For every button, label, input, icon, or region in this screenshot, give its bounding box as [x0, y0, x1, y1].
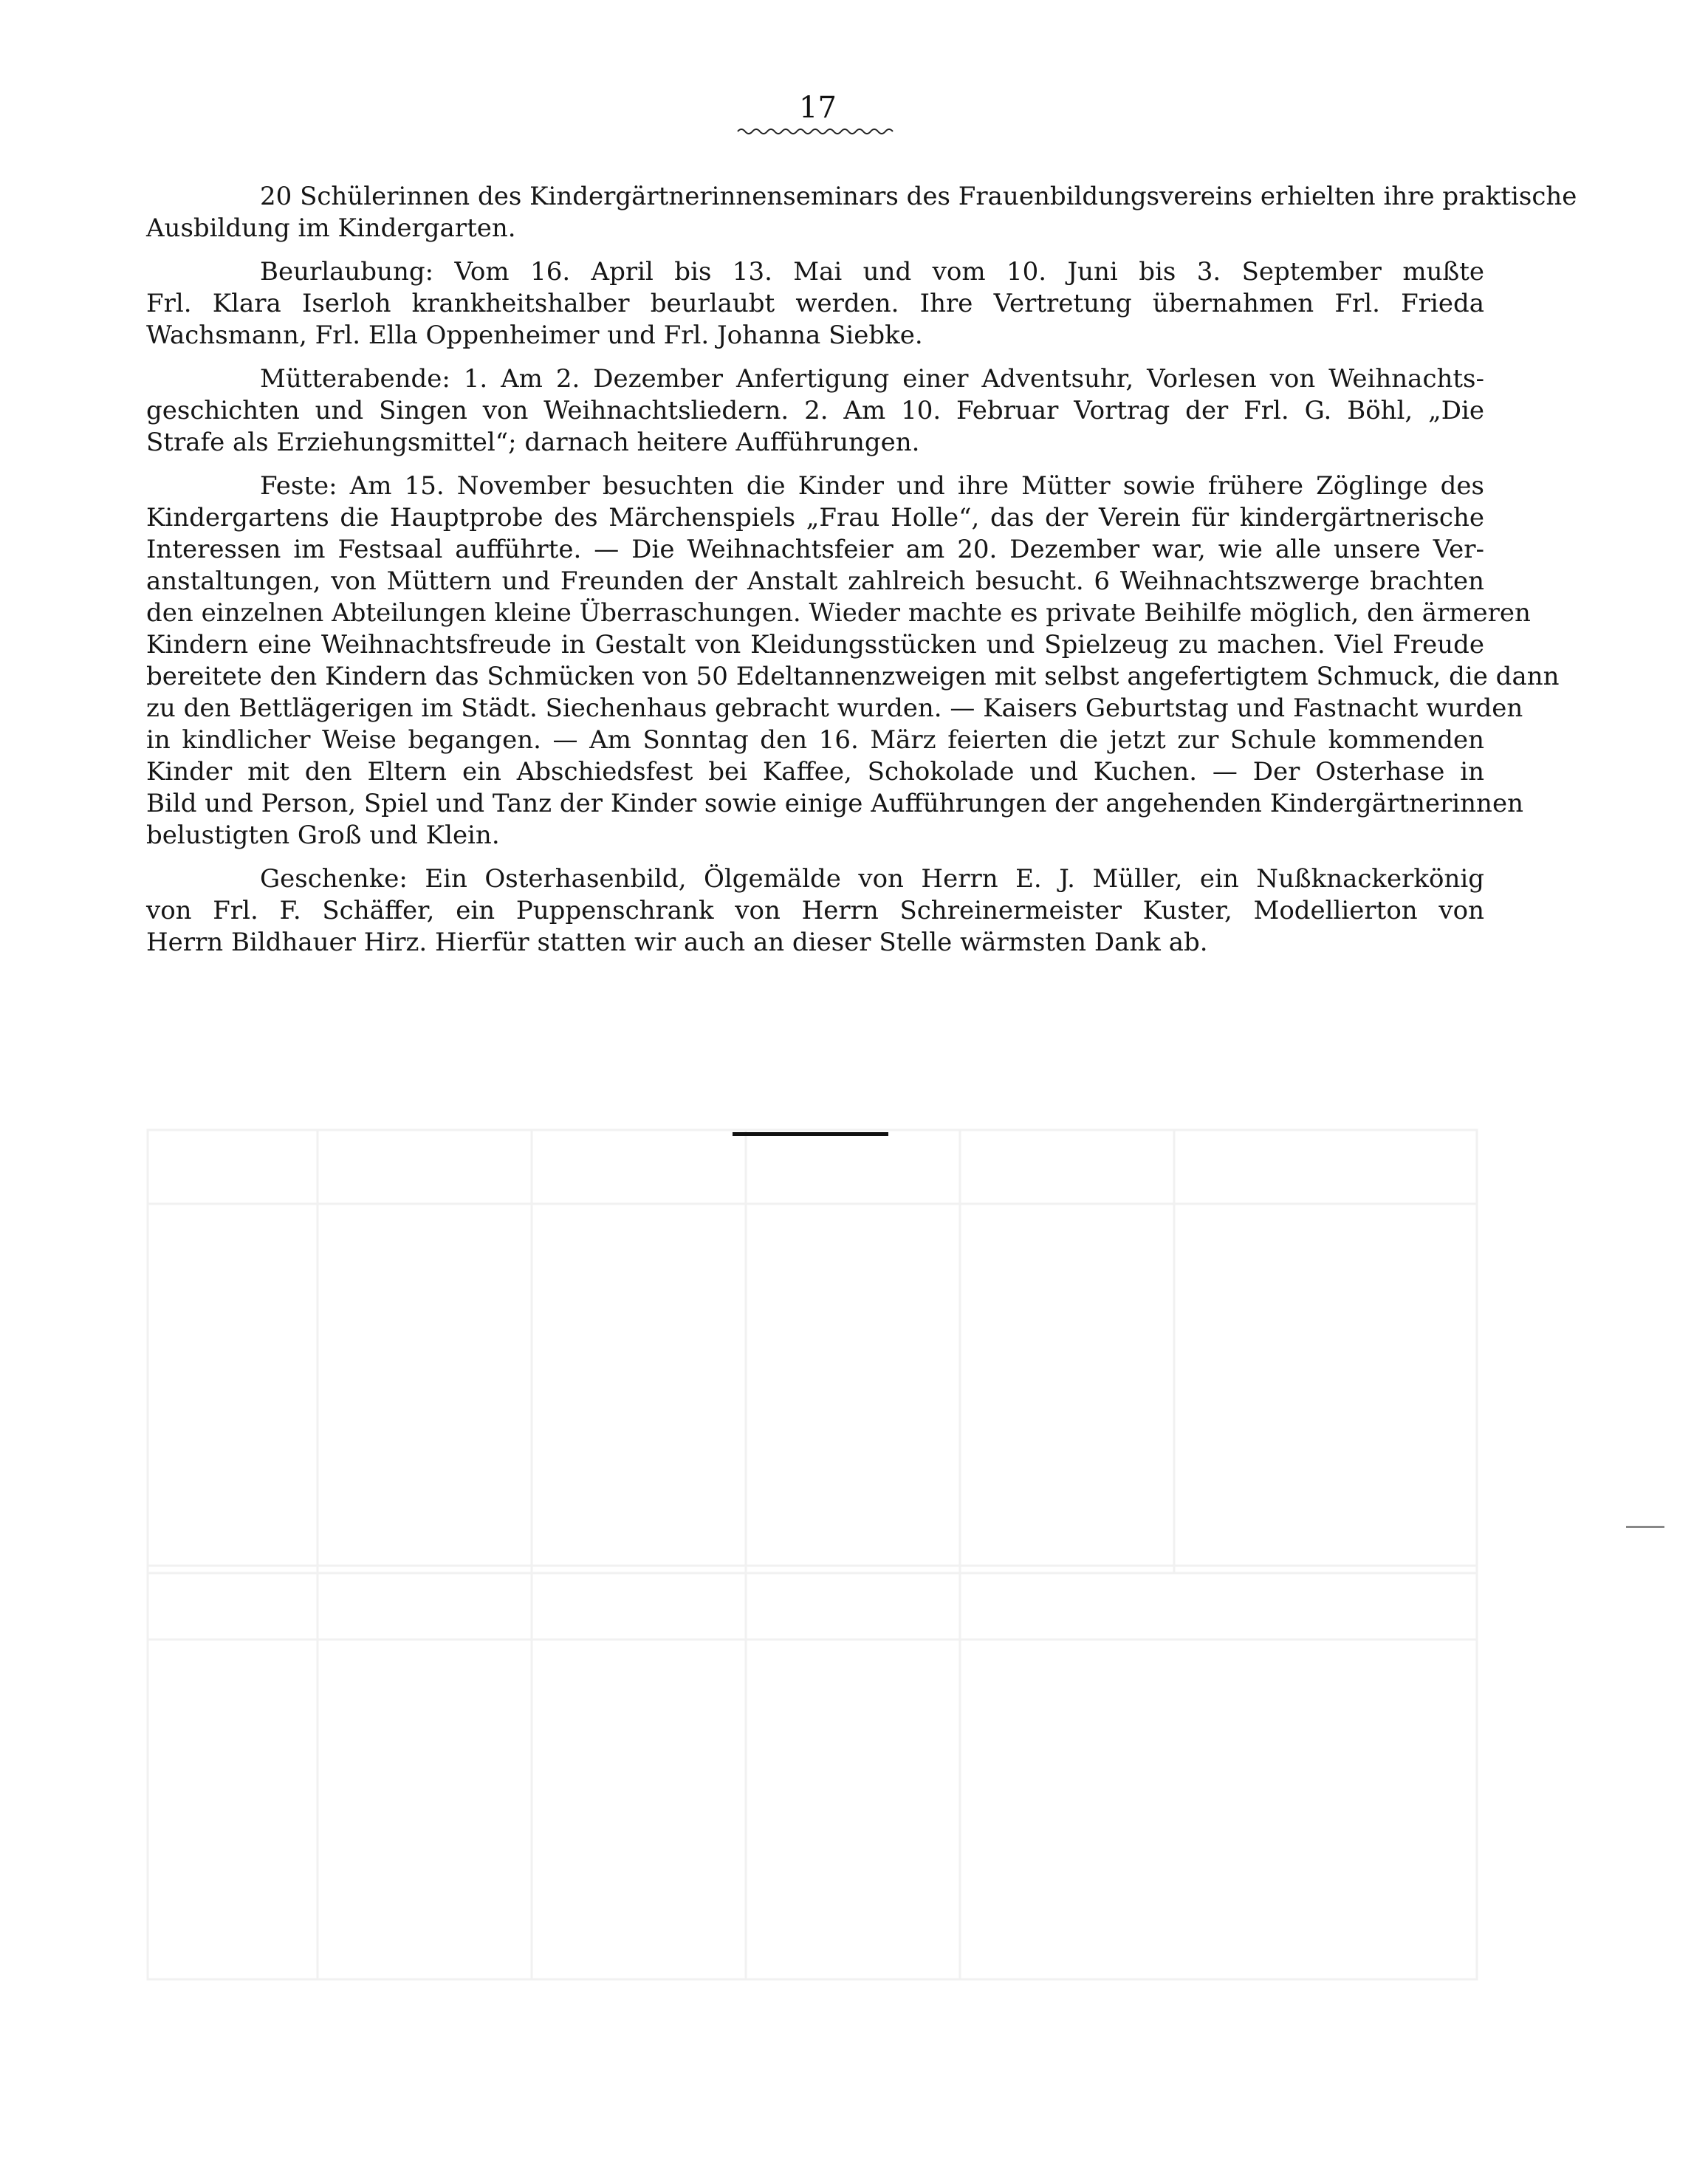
text-line: belustigten Groß und Klein. — [146, 821, 500, 850]
text-line: Geschenke: Ein Osterhasenbild, Ölgemälde von Herrn E. J. Müller, ein Nußknackerkönig — [260, 864, 1484, 894]
text-line: Wachsmann, Frl. Ella Oppenheimer und Frl. Johanna Siebke. — [146, 321, 923, 350]
text-line: geschichten und Singen von Weihnachtsliedern. 2. Am 10. Februar Vortrag der Frl. G. Böhl, „Die — [146, 396, 1484, 425]
paragraph-leave — [146, 256, 1484, 352]
body-text — [146, 181, 1577, 970]
text-line: in kindlicher Weise begangen. — Am Sonntag den 16. März feierten die jetzt zur Schule kommenden — [146, 725, 1484, 755]
text-line: Strafe als Erziehungsmittel“; darnach heitere Aufführungen. — [146, 428, 920, 457]
text-line: anstaltungen, von Müttern und Freunden der Anstalt zahlreich besucht. 6 Weihnachtszwerge brachten — [146, 566, 1484, 596]
text-line: bereitete den Kindern das Schmücken von 50 Edeltannenzweigen mit selbst angefertigtem Schmuck, die dann — [146, 662, 1560, 691]
text-line: Frl. Klara Iserloh krankheitshalber beurlaubt werden. Ihre Vertretung übernahmen Frl. Frieda — [146, 289, 1484, 318]
section-end-rule — [733, 1132, 888, 1136]
paragraph-mothers-evenings — [146, 363, 1484, 459]
text-line: Beurlaubung: Vom 16. April bis 13. Mai und vom 10. Juni bis 3. September mußte — [260, 257, 1484, 287]
text-line: Mütterabende: 1. Am 2. Dezember Anfertigung einer Adventsuhr, Vorlesen von Weihnachts- — [260, 364, 1484, 394]
text-line: Herrn Bildhauer Hirz. Hierfür statten wir auch an dieser Stelle wärmsten Dank ab. — [146, 928, 1208, 957]
text-line: Bild und Person, Spiel und Tanz der Kinder sowie einige Aufführungen der angehenden Kindergärtnerinnen — [146, 789, 1523, 818]
page-number: 17 — [799, 91, 837, 125]
ornamental-rule — [736, 126, 895, 137]
text-line: Ausbildung im Kindergarten. — [146, 213, 516, 243]
text-line: 20 Schülerinnen des Kindergärtnerinnenseminars des Frauenbildungsvereins erhielten ihre praktische — [260, 182, 1577, 211]
text-line: Kindern eine Weihnachtsfreude in Gestalt von Kleidungsstücken und Spielzeug zu machen. Viel Freude — [146, 630, 1484, 660]
paragraph-gifts — [146, 863, 1484, 959]
text-line: Kinder mit den Eltern ein Abschiedsfest bei Kaffee, Schokolade und Kuchen. — Der Osterhase in — [146, 757, 1484, 787]
text-line: Kindergartens die Hauptprobe des Märchenspiels „Frau Holle“, das der Verein für kindergärtnerische — [146, 503, 1484, 532]
margin-mark — [1626, 1526, 1664, 1528]
paragraph-festivities — [146, 470, 1560, 852]
text-line: von Frl. F. Schäffer, ein Puppenschrank von Herrn Schreinermeister Kuster, Modellierton von — [146, 896, 1484, 925]
paragraph-practical-training — [146, 181, 1577, 244]
text-line: den einzelnen Abteilungen kleine Überraschungen. Wieder machte es private Beihilfe möglich, den ärmeren — [146, 598, 1531, 628]
text-line: Interessen im Festsaal aufführte. — Die Weihnachtsfeier am 20. Dezember war, wie alle unsere Ver- — [146, 535, 1484, 564]
text-line: Feste: Am 15. November besuchten die Kinder und ihre Mütter sowie frühere Zöglinge des — [260, 471, 1484, 501]
text-line: zu den Bettlägerigen im Städt. Siechenhaus gebracht wurden. — Kaisers Geburtstag und Fastnacht wurden — [146, 693, 1523, 723]
